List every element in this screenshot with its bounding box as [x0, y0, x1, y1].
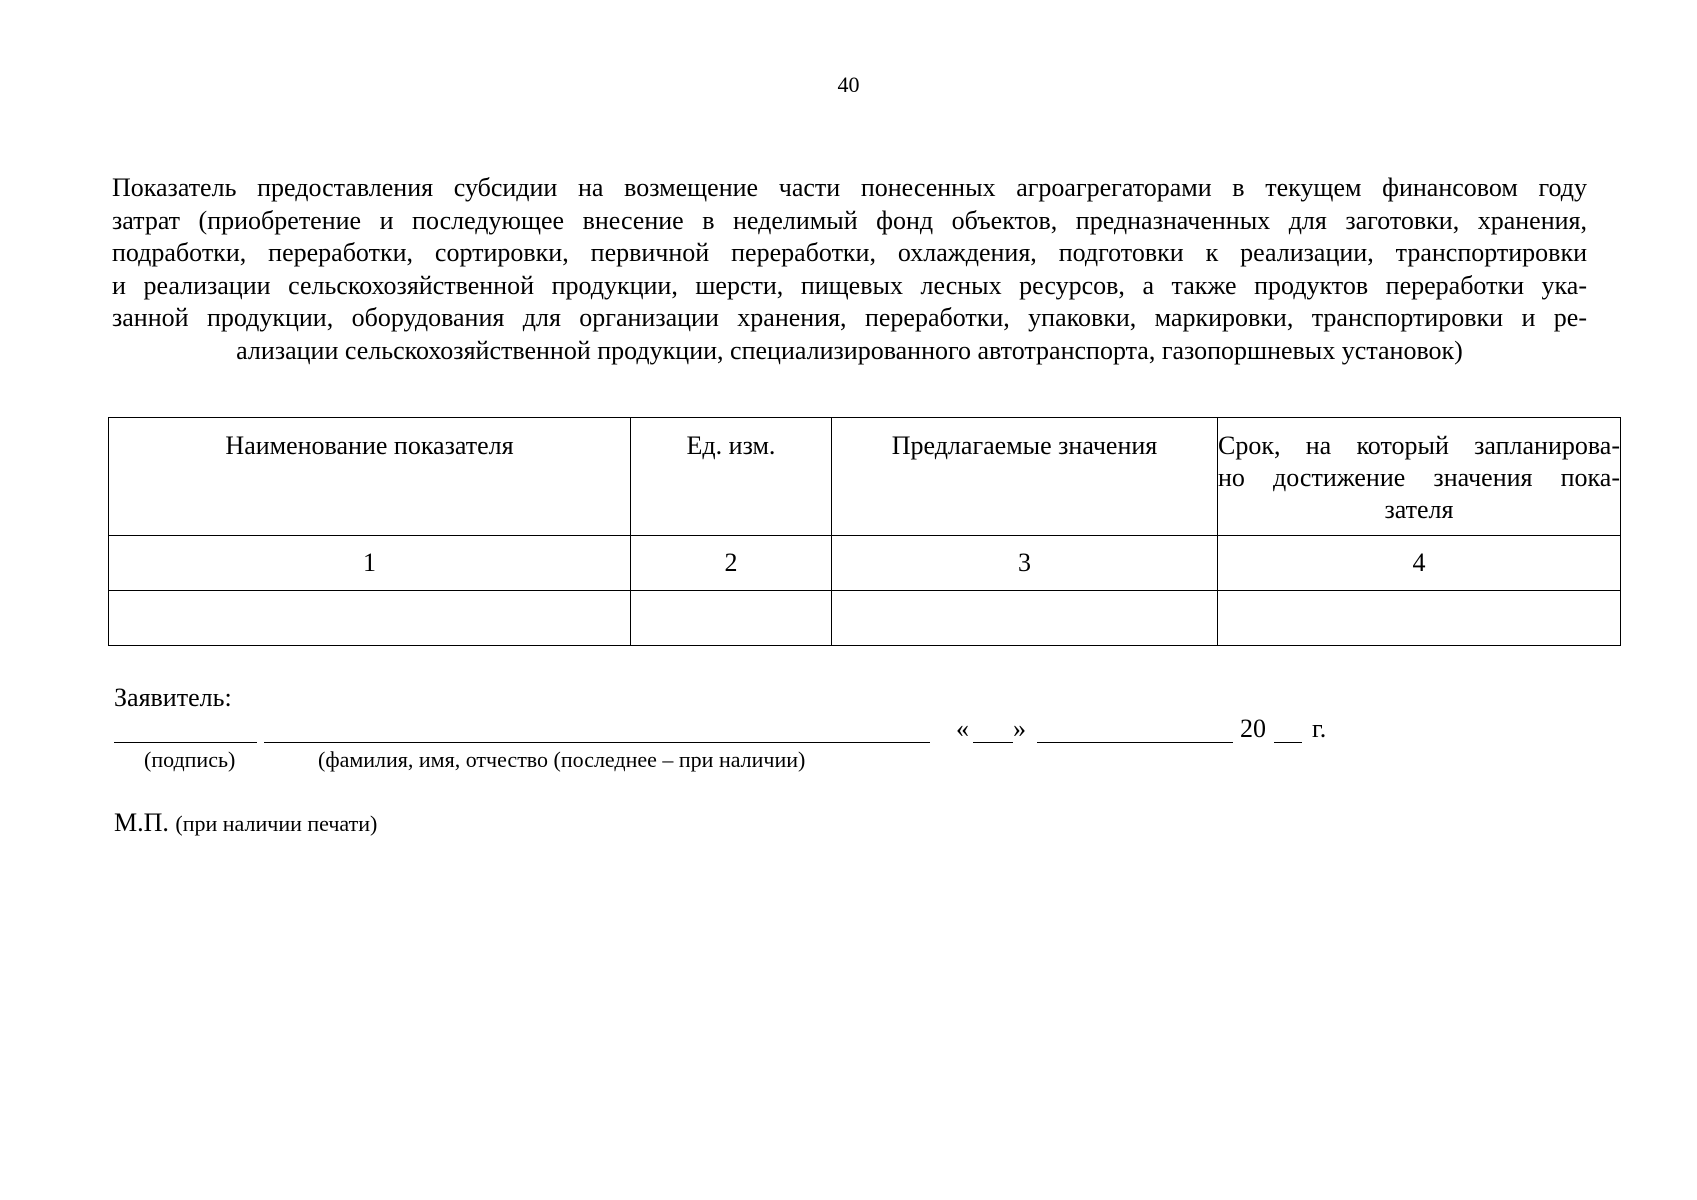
indicators-table [108, 417, 1621, 646]
signature-caption: (подпись) [144, 747, 236, 772]
title-line-6: ализации сельскохозяйственной продукции, специализированного автотранспорта, газопоршневых установок) [236, 335, 1463, 365]
date-day-line[interactable] [973, 742, 1013, 743]
header-indicator-name: Наименование показателя [109, 418, 631, 536]
date-open-quote: « [956, 714, 969, 743]
cell-indicator-name[interactable] [109, 591, 631, 646]
date-year-line[interactable] [1274, 742, 1302, 743]
header-term-line-1: Срок, на который запланирова- [1218, 431, 1620, 460]
date-year-prefix: 20 [1240, 714, 1266, 743]
signature-line[interactable] [114, 742, 257, 743]
title-line-4: и реализации сельскохозяйственной продукции, шерсти, пищевых лесных ресурсов, а также продуктов переработки ука- [112, 270, 1587, 300]
column-number-4: 4 [1218, 536, 1621, 591]
cell-unit[interactable] [631, 591, 832, 646]
page-number: 40 [837, 72, 860, 97]
header-proposed-values: Предлагаемые значения [832, 418, 1218, 536]
full-name-caption: (фамилия, имя, отчество (последнее – при наличии) [318, 747, 806, 772]
title-line-5: занной продукции, оборудования для организации хранения, переработки, упаковки, маркировки, транспортировки и ре- [112, 303, 1587, 332]
full-name-line[interactable] [264, 742, 930, 743]
title-line-2: затрат (приобретение и последующее внесение в неделимый фонд объектов, предназначенных для заготовки, хранения, [112, 205, 1587, 235]
date-close-quote: » [1013, 714, 1026, 743]
stamp-area [114, 808, 377, 838]
date-year-suffix: г. [1312, 714, 1327, 743]
header-term-line-3: зателя [1384, 495, 1454, 524]
header-term-line-2: но достижение значения пока- [1218, 463, 1620, 492]
table-row [109, 536, 1621, 591]
column-number-2: 2 [631, 536, 832, 591]
title-line-1: Показатель предоставления субсидии на возмещение части понесенных агроагрегаторами в текущем финансовом году [112, 173, 1587, 202]
column-number-1: 1 [109, 536, 631, 591]
cell-proposed-values[interactable] [832, 591, 1218, 646]
stamp-note: (при наличии печати) [175, 811, 378, 836]
column-number-3: 3 [832, 536, 1218, 591]
cell-term[interactable] [1218, 591, 1621, 646]
header-unit: Ед. изм. [631, 418, 832, 536]
document-title [112, 172, 1587, 367]
table-header-row [109, 418, 1621, 536]
header-term [1218, 418, 1621, 536]
date-month-line[interactable] [1037, 742, 1233, 743]
stamp-label: М.П. [114, 808, 169, 837]
table-row [109, 591, 1621, 646]
applicant-label: Заявитель: [114, 683, 232, 712]
title-line-3: подработки, переработки, сортировки, первичной переработки, охлаждения, подготовки к реализации, транспортировки [112, 238, 1587, 267]
